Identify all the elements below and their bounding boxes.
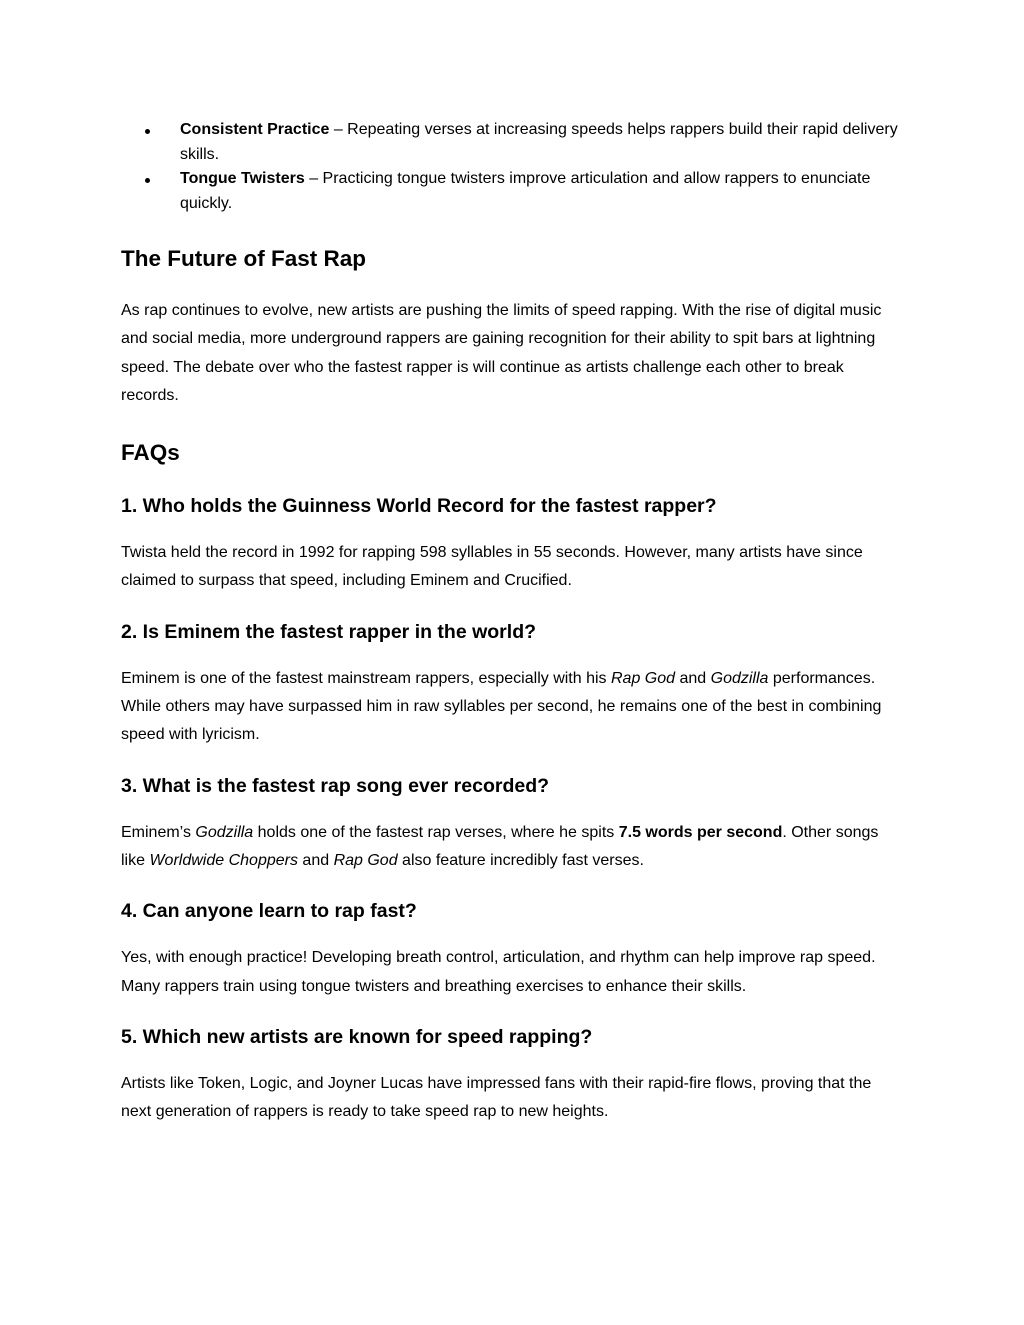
answer-text: holds one of the fastest rap verses, where he spits — [253, 823, 619, 841]
answer-text: Eminem’s — [121, 823, 196, 841]
faq-answer-5: Artists like Token, Logic, and Joyner Lucas have impressed fans with their rapid-fire flows, proving that the next generation of rappers is ready to take speed rap to new heights. — [121, 1074, 872, 1121]
answer-text: also feature incredibly fast verses. — [397, 851, 644, 869]
answer-text: Eminem is one of the fastest mainstream rappers, especially with his — [121, 669, 611, 687]
bullet-term: Tongue Twisters — [180, 170, 305, 187]
emphasis-bold: 7.5 words per second — [618, 823, 783, 841]
faq-answer-1: Twista held the record in 1992 for rapping 598 syllables in 55 seconds. However, many artists have since claimed to surpass that speed, including Eminem and Crucified. — [121, 544, 863, 590]
section-heading-future: The Future of Fast Rap — [121, 246, 367, 271]
faq-question-1: 1. Who holds the Guinness World Record for the fastest rapper? — [121, 495, 717, 518]
answer-text: and — [675, 669, 711, 687]
bullet-dot-icon — [145, 178, 150, 183]
bullet-text: – Repeating verses at increasing speeds helps rappers build their rapid delivery skills. — [180, 121, 898, 163]
faq-answer-3 — [121, 819, 903, 876]
future-paragraph: As rap continues to evolve, new artists are pushing the limits of speed rapping. With the rise of digital music and social media, more underground rappers are gaining recognition for their ability to spit bars at lightning speed. The debate over who the fastest rapper is will continue as artists challenge each other to break records. — [121, 302, 882, 404]
document-page — [121, 118, 903, 1126]
bullet-item-tongue-twisters — [121, 167, 903, 216]
faq-answer-2 — [121, 665, 903, 750]
bullet-text: – Practicing tongue twisters improve articulation and allow rappers to enunciate quickly. — [180, 170, 871, 212]
faq-question-3: 3. What is the fastest rap song ever recorded? — [121, 774, 550, 797]
bullet-term: Consistent Practice — [180, 121, 330, 138]
faq-question-5: 5. Which new artists are known for speed rapping? — [121, 1025, 593, 1048]
song-title-italic: Godzilla — [710, 669, 769, 687]
song-title-italic: Rap God — [333, 851, 398, 869]
song-title-italic: Rap God — [610, 669, 676, 687]
answer-text: performances. While others may have surpassed him in raw syllables per second, he remains one of the best in combining speed with lyricism. — [121, 669, 882, 744]
answer-text: . Other songs like — [121, 823, 879, 869]
answer-text: and — [297, 851, 334, 869]
section-heading-faqs: FAQs — [121, 440, 180, 466]
faq-question-2: 2. Is Eminem the fastest rapper in the world? — [121, 620, 537, 643]
song-title-italic: Worldwide Choppers — [149, 851, 298, 869]
faq-answer-4: Yes, with enough practice! Developing breath control, articulation, and rhythm can help improve rap speed. Many rappers train using tongue twisters and breathing exercises to enhance their skills. — [121, 949, 876, 995]
bullet-item-consistent-practice — [121, 118, 903, 167]
bullet-dot-icon — [145, 129, 150, 134]
faq-question-4: 4. Can anyone learn to rap fast? — [121, 900, 417, 923]
song-title-italic: Godzilla — [195, 823, 254, 841]
tips-bullet-list — [121, 118, 903, 216]
